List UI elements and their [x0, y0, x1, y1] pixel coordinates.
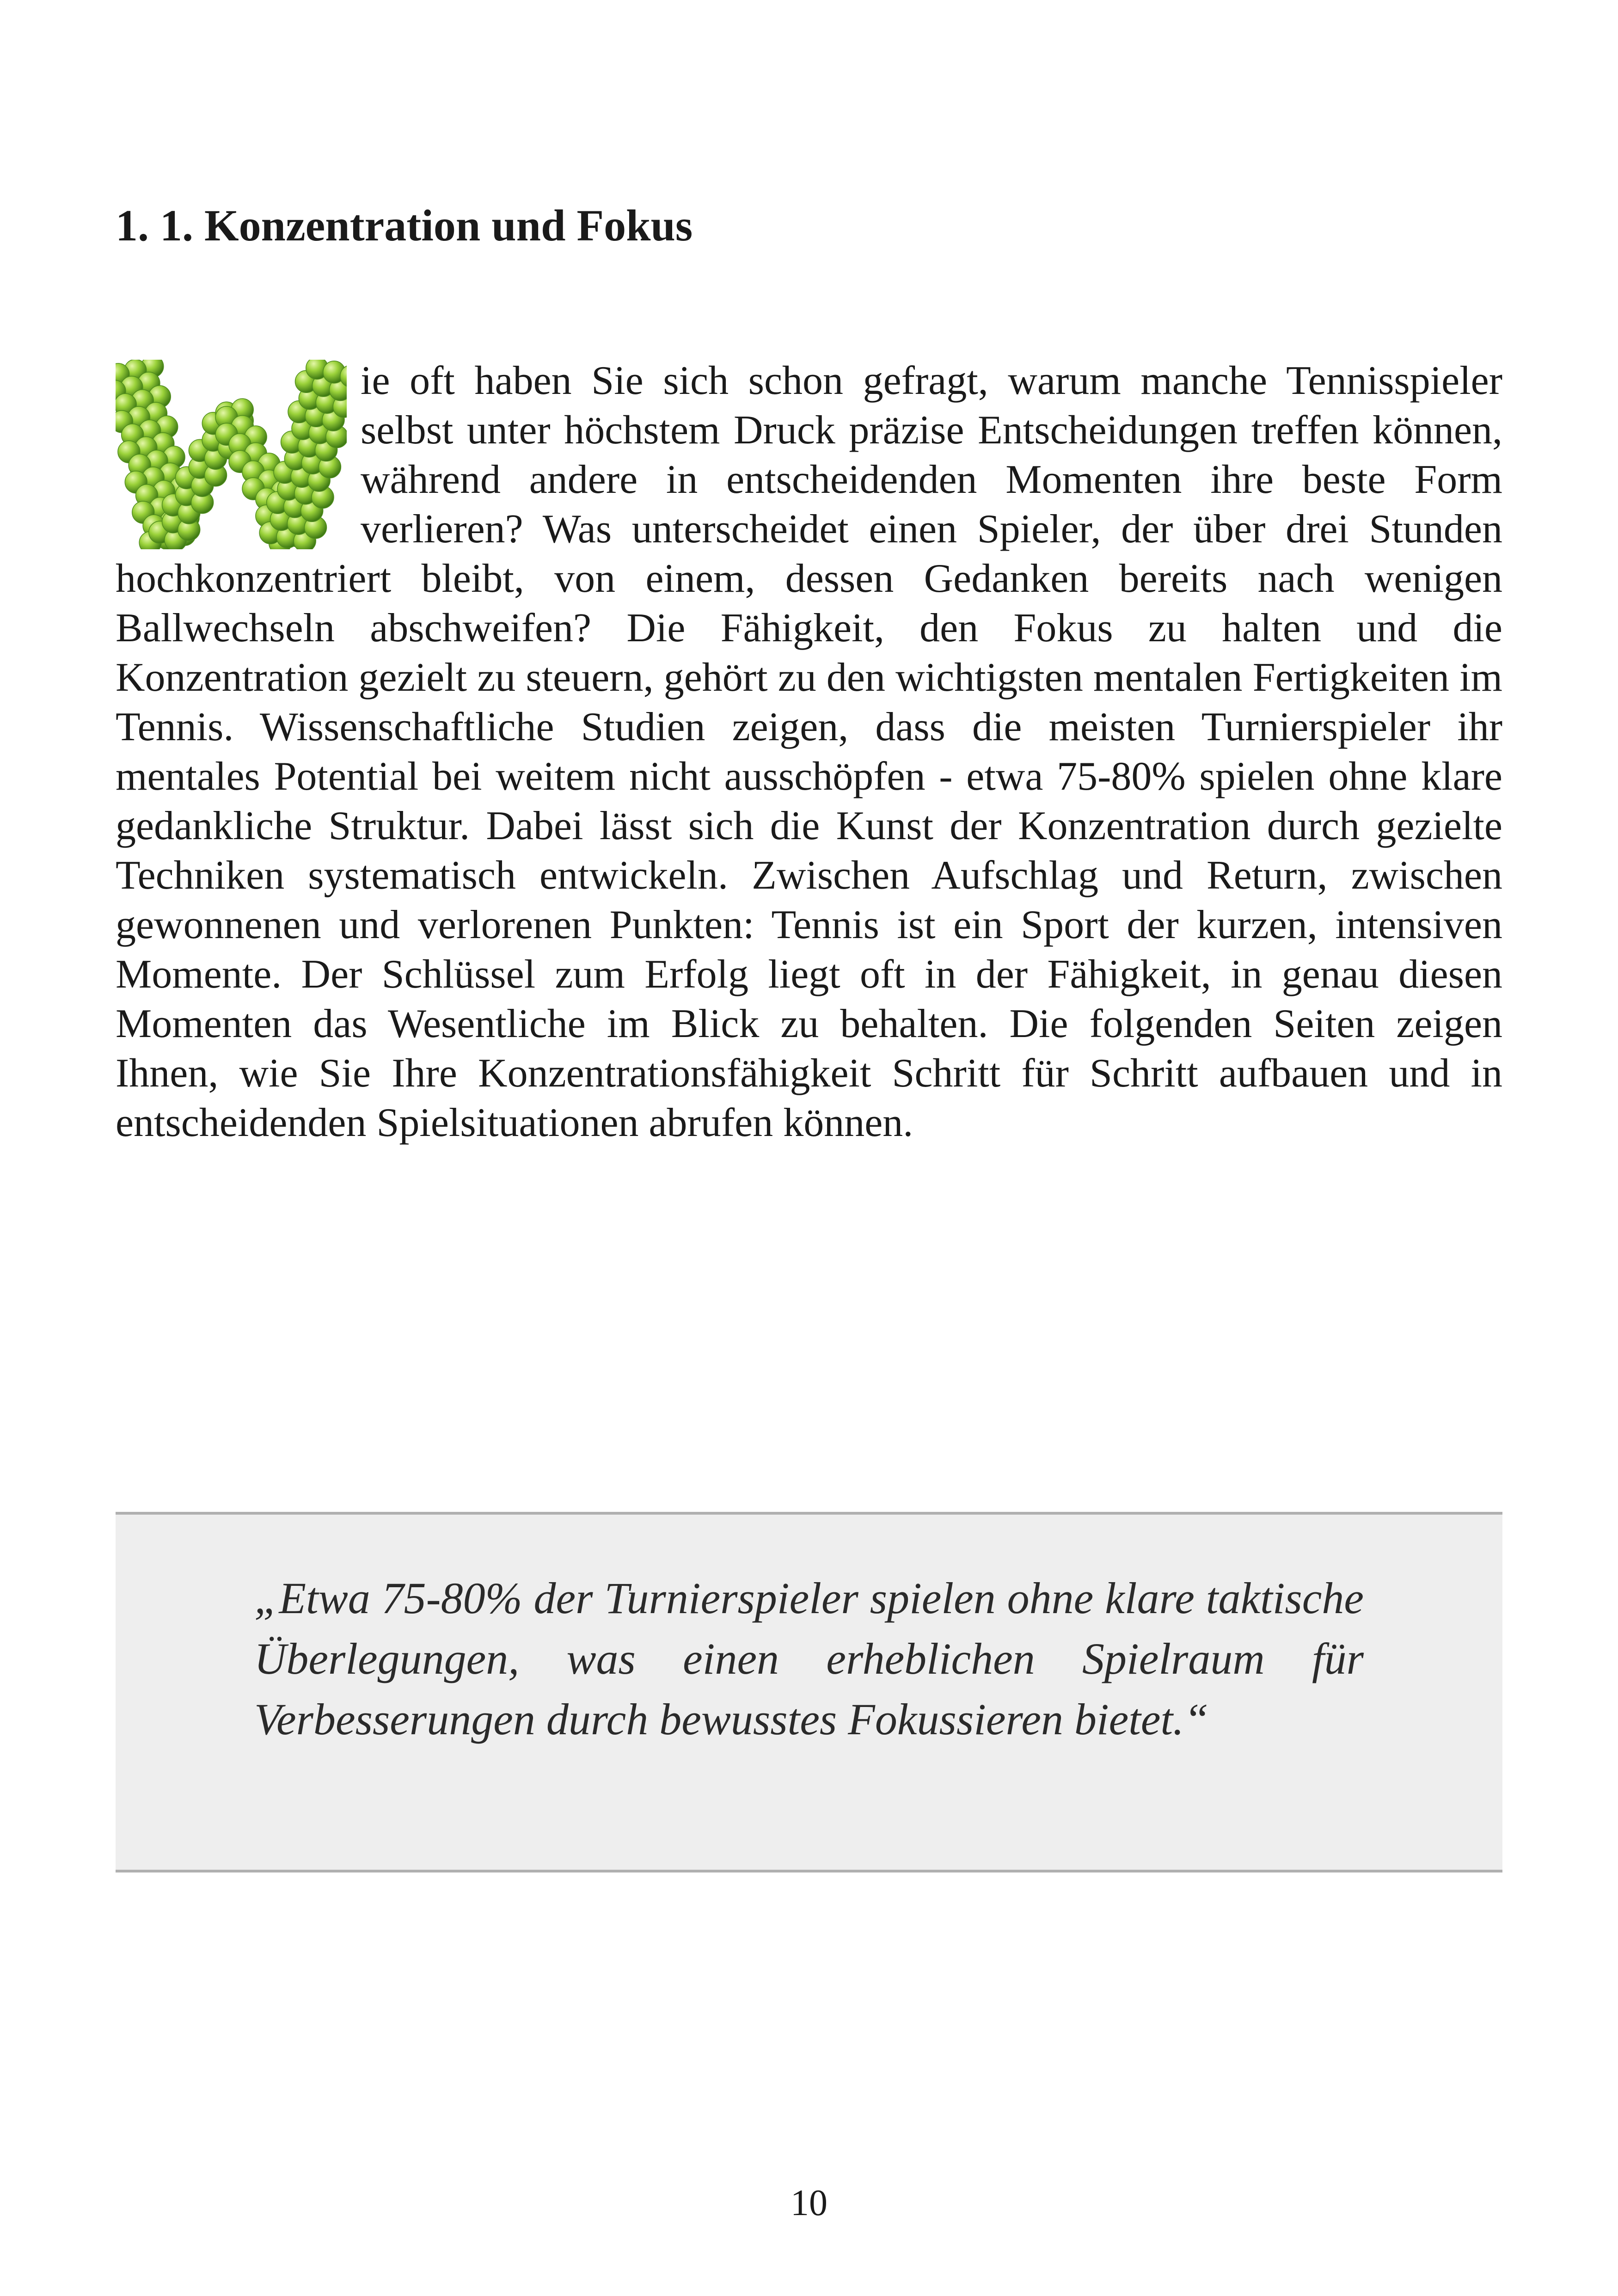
pull-quote-box [116, 1512, 1502, 1872]
page-number: 10 [791, 2183, 827, 2223]
tennis-ball-letter-w-icon [116, 360, 347, 549]
body-text: ie oft haben Sie sich schon gefragt, warum manche Tennisspieler selbst unter höchstem Druck präzise Entscheidungen treffen können, während andere in entscheidenden Momenten ihre beste Form verlieren? Was unterscheidet einen Spieler, der über drei Stunden hochkonzentriert bleibt, von einem, dessen Gedanken bereits nach wenigen Ballwechseln abschweifen? Die Fähigkeit, den Fokus zu halten und die Konzentration gezielt zu steuern, gehört zu den wichtigsten mentalen Fertigkeiten im Tennis. Wissenschaftliche Studien zeigen, dass die meisten Turnierspieler ihr mentales Potential bei weitem nicht ausschöpfen - etwa 75-80% spielen ohne klare gedankliche Struktur. Dabei lässt sich die Kunst der Konzentration durch gezielte Techniken systematisch entwickeln. Zwischen Aufschlag und Return, zwischen gewonnenen und verlorenen Punkten: Tennis ist ein Sport der kurzen, intensiven Momente. Der Schlüssel zum Erfolg liegt oft in der Fähigkeit, in genau diesen Momenten das Wesentliche im Blick zu behalten. Die folgenden Seiten zeigen Ihnen, wie Sie Ihre Konzentrationsfähigkeit Schritt für Schritt aufbauen und in entscheidenden Spielsituationen abrufen können. [116, 358, 1502, 1145]
pull-quote-text: „Etwa 75-80% der Turnierspieler spielen ohne klare taktische Überlegungen, was einen erheblichen Spielraum für Verbesserungen durch bewusstes Fokussieren bietet.“ [254, 1573, 1364, 1744]
body-paragraph [116, 356, 1502, 1148]
section-heading: 1. 1. Konzentration und Fokus [116, 201, 693, 250]
